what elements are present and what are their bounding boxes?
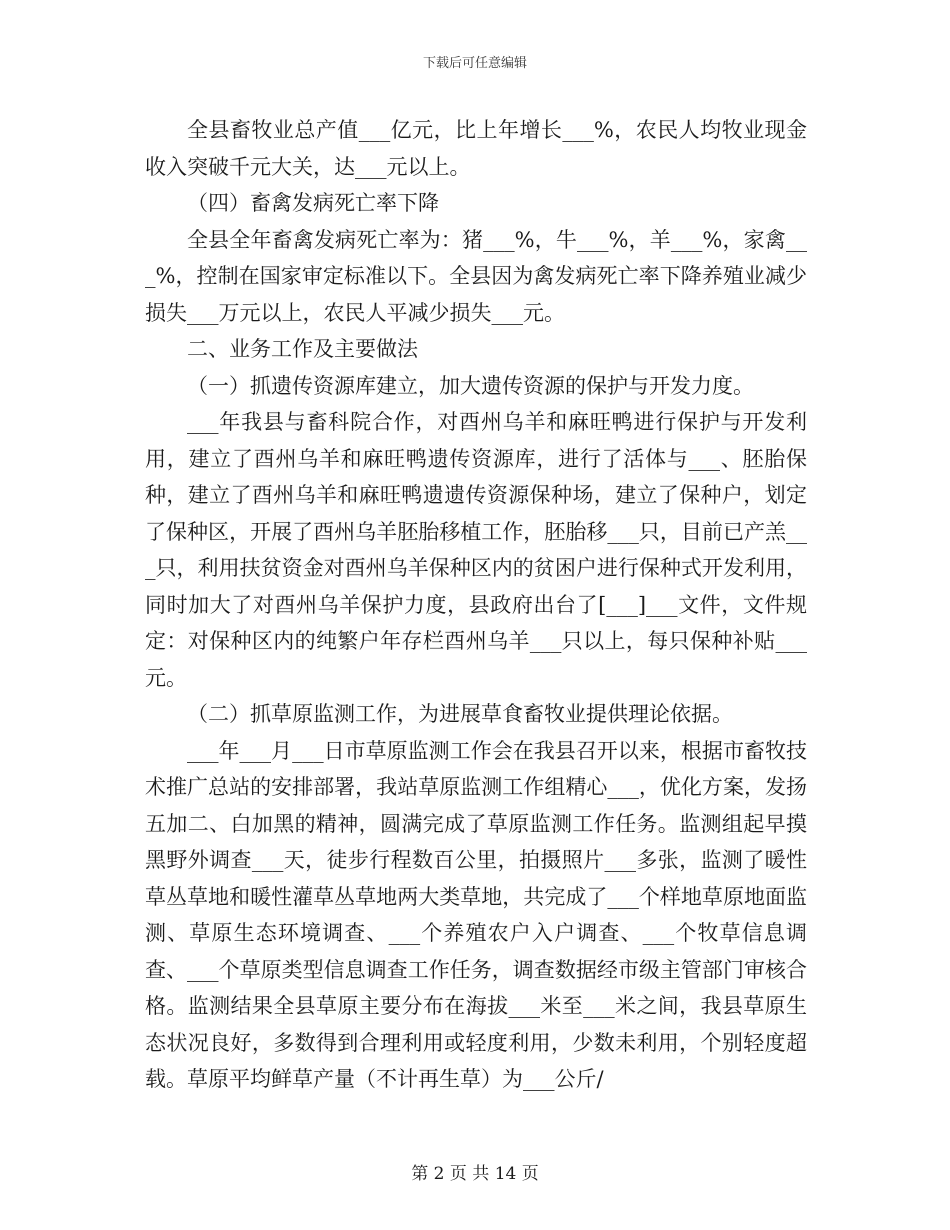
paragraph-grassland-monitoring: ___年___月___日市草原监测工作会在我县召开以来，根据市畜牧技术推广总站的安排部署，我站草原监测工作组精心___，优化方案，发扬五加二、白加黑的精神，圆满完成了草原监测工作任务。监测组起早摸黑野外调查___天，徒步行程数百公里，拍摄照片___多张，监测了暖性草丛草地和暖性灌草丛草地两大类草地，共完成了___个样地草原地面监测、草原生态环境调查、___个养殖农户入户调查、___个牧草信息调查、___个草原类型信息调查工作任务，调查数据经市级主管部门审核合格。监测结果全县草原主要分布在海拔___米至___米之间，我县草原生态状况良好，多数得到合理利用或轻度利用，少数未利用，个别轻度超载。草原平均鲜草产量（不计再生草）为___公斤/ — [145, 738, 807, 1091]
section-heading-main-work: 二、业务工作及主要做法 — [187, 337, 418, 361]
paragraph-mortality-rates: 全县全年畜禽发病死亡率为：猪___%，牛___%，羊___%，家禽___%，控制在国家审定标准以下。全县因为禽发病死亡率下降养殖业减少损失___万元以上，农民人平减少损失___元。 — [145, 227, 807, 325]
document-body — [145, 112, 807, 1098]
paragraph-genetic-resources: ___年我县与畜科院合作，对酉州乌羊和麻旺鸭进行保护与开发利用，建立了酉州乌羊和麻旺鸭遗传资源库，进行了活体与___、胚胎保种，建立了酉州乌羊和麻旺鸭遗遗传资源保种场，建立了保种户，划定了保种区，开展了酉州乌羊胚胎移植工作，胚胎移___只，目前已产羔___只，利用扶贫资金对酉州乌羊保种区内的贫困户进行保种式开发利用，同时加大了对酉州乌羊保护力度，县政府出台了[___]___文件，文件规定：对保种区内的纯繁户年存栏酉州乌羊___只以上，每只保种补贴___元。 — [145, 410, 807, 690]
section-heading-genetic-resources: （一）抓遗传资源库建立，加大遗传资源的保护与开发力度。 — [187, 373, 754, 398]
section-heading-grassland-monitoring: （二）抓草原监测工作，为进展草食畜牧业提供理论依据。 — [187, 702, 733, 726]
paragraph-output-value: 全县畜牧业总产值___亿元，比上年增长___%，农民人均牧业现金收入突破千元大关，达___元以上。 — [145, 118, 807, 179]
header-note: 下载后可任意编辑 — [422, 56, 527, 71]
section-heading-mortality: （四）畜禽发病死亡率下降 — [187, 191, 439, 215]
page-footer: 第 2 页 共 14 页 — [411, 1164, 539, 1184]
